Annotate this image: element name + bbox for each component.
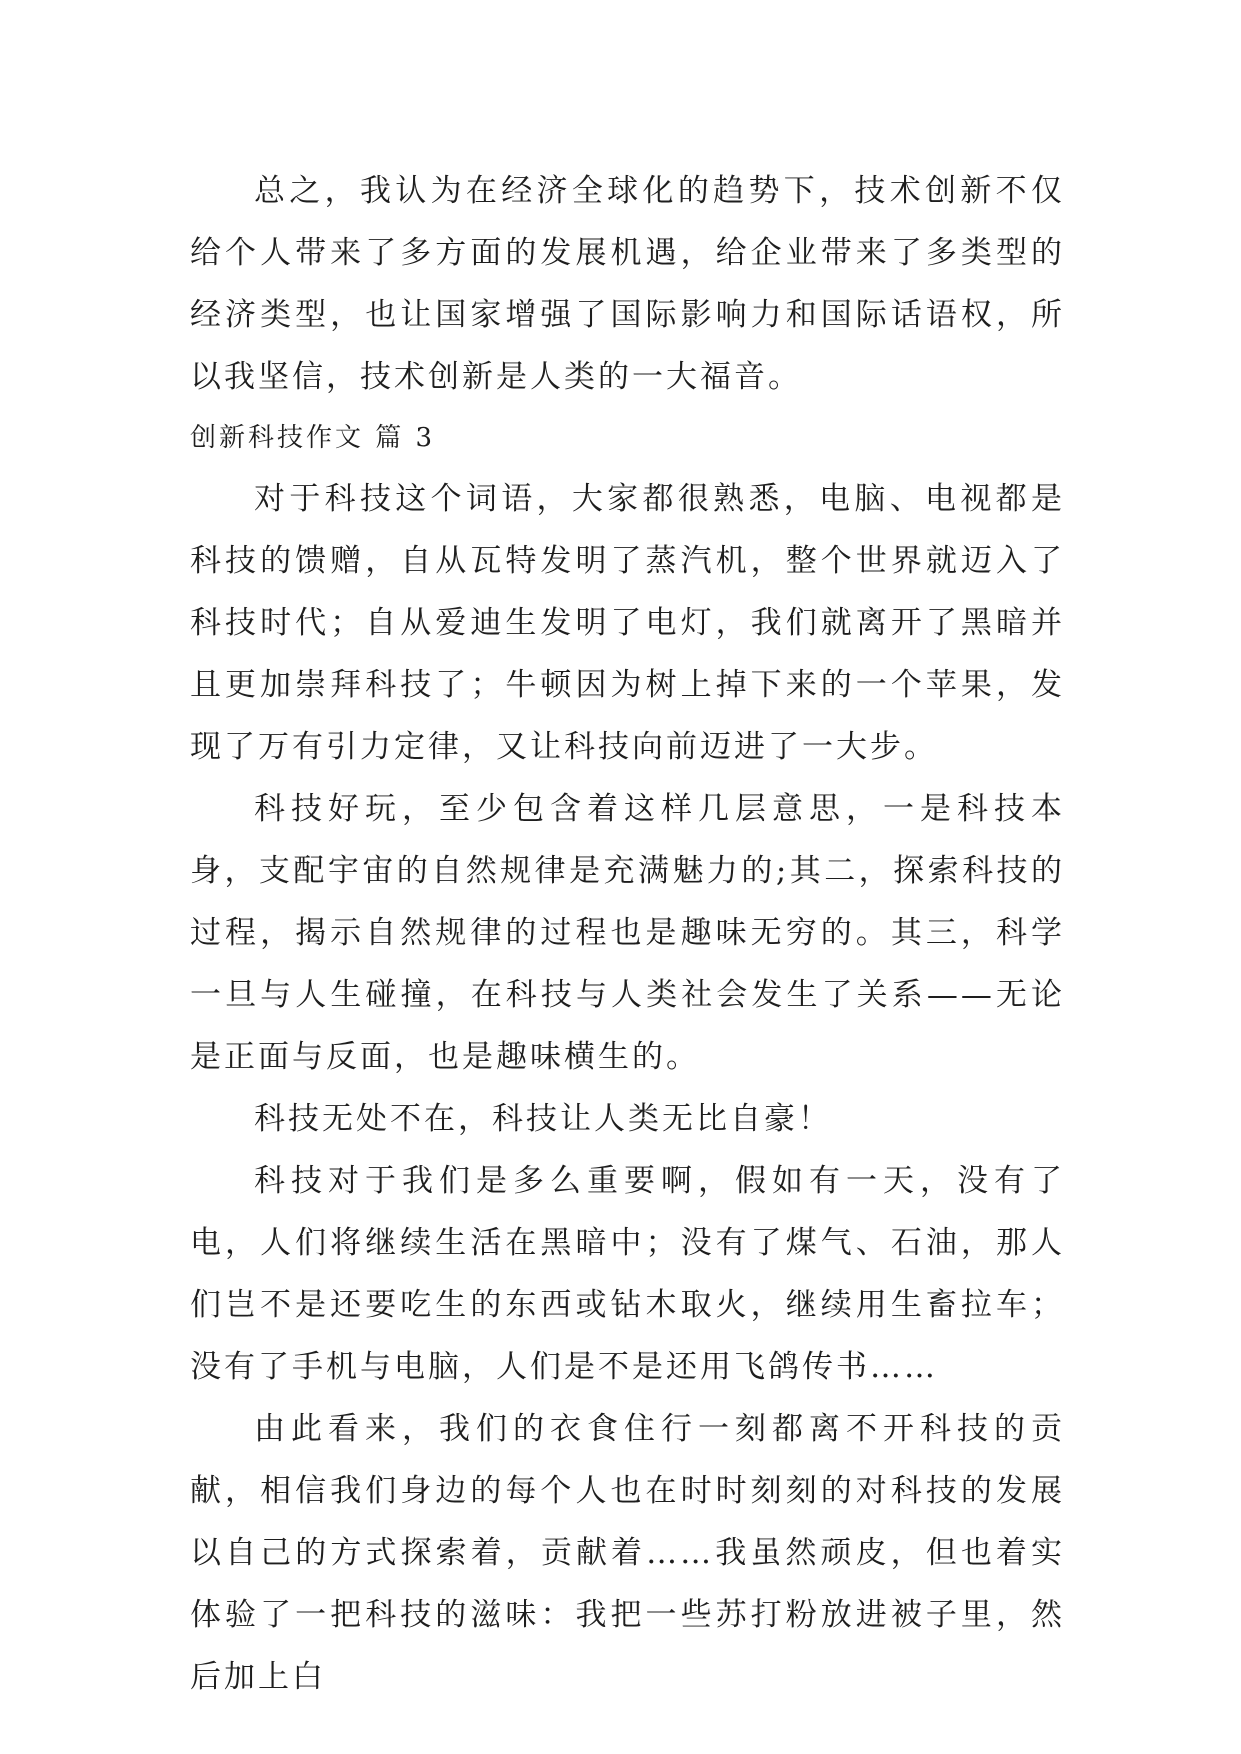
document-body <box>190 160 1065 1708</box>
paragraph-conclusion: 总之，我认为在经济全球化的趋势下，技术创新不仅给个人带来了多方面的发展机遇，给企业带来了多类型的经济类型，也让国家增强了国际影响力和国际话语权，所以我坚信，技术创新是人类的一大福音。 <box>190 173 1065 395</box>
section-title: 创新科技作文 篇 3 <box>190 423 436 453</box>
paragraph-2: 科技好玩，至少包含着这样几层意思，一是科技本身，支配宇宙的自然规律是充满魅力的;其二，探索科技的过程，揭示自然规律的过程也是趣味无穷的。其三，科学一旦与人生碰撞，在科技与人类社会发生了关系——无论是正面与反面，也是趣味横生的。 <box>190 791 1065 1075</box>
paragraph-3: 科技无处不在，科技让人类无比自豪！ <box>254 1101 832 1137</box>
paragraph-1: 对于科技这个词语，大家都很熟悉，电脑、电视都是科技的馈赠，自从瓦特发明了蒸汽机，整个世界就迈入了科技时代；自从爱迪生发明了电灯，我们就离开了黑暗并且更加崇拜科技了；牛顿因为树上掉下来的一个苹果，发现了万有引力定律，又让科技向前迈进了一大步。 <box>190 481 1065 765</box>
paragraph-5: 由此看来，我们的衣食住行一刻都离不开科技的贡献，相信我们身边的每个人也在时时刻刻的对科技的发展以自己的方式探索着，贡献着……我虽然顽皮，但也着实体验了一把科技的滋味：我把一些苏打粉放进被子里，然后加上白 <box>190 1411 1065 1695</box>
paragraph-4: 科技对于我们是多么重要啊，假如有一天，没有了电，人们将继续生活在黑暗中；没有了煤气、石油，那人们岂不是还要吃生的东西或钻木取火，继续用生畜拉车；没有了手机与电脑，人们是不是还用飞鸽传书…… <box>190 1163 1065 1385</box>
